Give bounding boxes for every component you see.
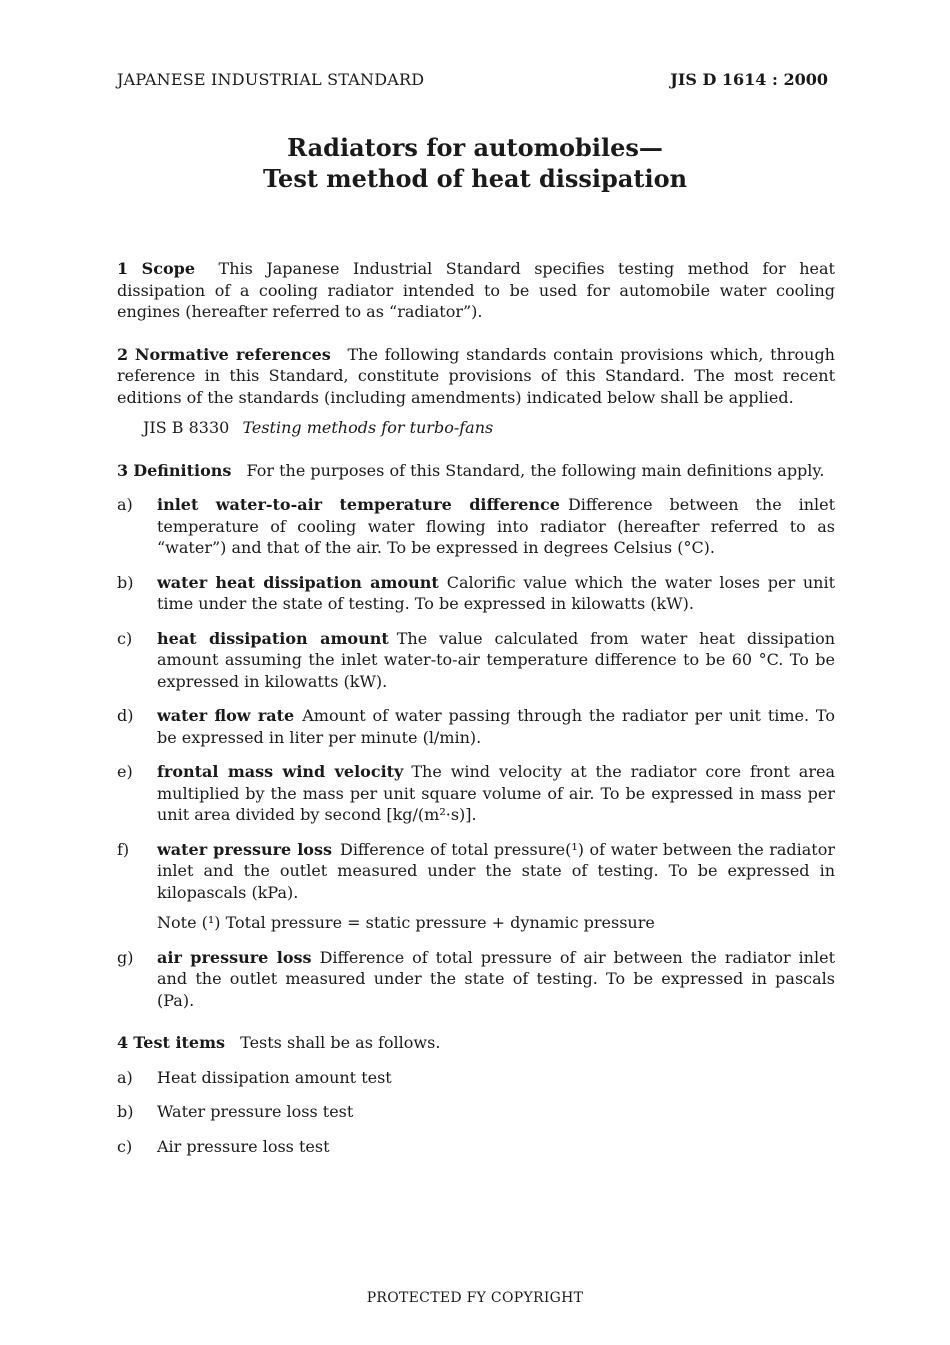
section-normative-references xyxy=(117,344,835,439)
item-letter: b) xyxy=(117,1102,134,1121)
definition-text: Amount of water passing through the radiator per unit time. To be expressed in liter per minute (l/min). xyxy=(157,706,835,747)
item-letter: a) xyxy=(117,1067,133,1087)
section-text: This Japanese Industrial Standard specifies testing method for heat dissipation of a cooling radiator intended to be used for automobile water cooling engines (hereafter referred to as “radiator”). xyxy=(117,259,835,321)
section-text: The following standards contain provisions which, through reference in this Standard, constitute provisions of this Standard. The most recent editions of the standards (including amendments) indicated below shall be applied. xyxy=(117,344,835,407)
document-title xyxy=(0,132,950,194)
definition-item xyxy=(117,628,835,693)
section-title: Scope xyxy=(141,259,195,278)
section-text: For the purposes of this Standard, the following main definitions apply. xyxy=(246,460,825,480)
definition-text: The wind velocity at the radiator core front area multiplied by the mass per unit square volume of air. To be expressed in mass per unit area divided by second [kg/(m²·s)]. xyxy=(157,762,835,824)
section-number: 3 xyxy=(117,460,129,480)
definition-text: Difference of total pressure(¹) of water between the radiator inlet and the outlet measured under the state of testing. To be expressed in kilopascals (kPa). xyxy=(157,839,835,902)
definition-term: heat dissipation amount xyxy=(157,628,389,648)
section-title: Definitions xyxy=(133,460,232,480)
title-line-2: Test method of heat dissipation xyxy=(262,164,688,193)
test-item xyxy=(117,1101,835,1123)
test-item xyxy=(117,1136,835,1158)
item-letter: c) xyxy=(117,1136,133,1156)
section-number: 2 xyxy=(117,344,129,364)
copyright-footer: PROTECTED FY COPYRIGHT xyxy=(366,1290,584,1306)
title-line-1: Radiators for automobiles— xyxy=(287,133,663,162)
section-text: Tests shall be as follows. xyxy=(240,1033,441,1052)
item-letter: d) xyxy=(117,706,134,725)
section-title: Test items xyxy=(133,1033,226,1052)
section-test-items xyxy=(117,1032,835,1157)
definition-term: water flow rate xyxy=(157,706,295,725)
item-letter: e) xyxy=(117,762,133,781)
definition-text: The value calculated from water heat dissipation amount assuming the inlet water-to-air temperature difference to be 60 °C. To be expressed in kilowatts (kW). xyxy=(157,628,836,691)
section-definitions xyxy=(117,460,835,1012)
reference-title: Testing methods for turbo-fans xyxy=(242,418,494,437)
header-standard-number: JIS D 1614 : 2000 xyxy=(670,70,828,89)
section-scope xyxy=(117,258,835,323)
item-letter: f) xyxy=(117,839,130,859)
definition-text: Difference between the inlet temperature of cooling water flowing into radiator (hereafter referred to as “water”) and that of the air. To be expressed in degrees Celsius (°C). xyxy=(157,495,836,557)
definition-item xyxy=(117,839,835,904)
definition-term: air pressure loss xyxy=(157,947,312,967)
section-title: Normative references xyxy=(134,344,331,364)
header-standard-name: JAPANESE INDUSTRIAL STANDARD xyxy=(117,70,425,89)
definition-item xyxy=(117,761,835,826)
reference-code: JIS B 8330 xyxy=(143,418,230,437)
item-letter: c) xyxy=(117,628,133,648)
item-letter: g) xyxy=(117,947,134,967)
test-item-text: Water pressure loss test xyxy=(157,1102,354,1121)
definition-item xyxy=(117,947,835,1012)
definition-text: Calorific value which the water loses per unit time under the state of testing. To be expressed in kilowatts (kW). xyxy=(157,572,836,613)
test-item-text: Air pressure loss test xyxy=(157,1136,330,1156)
item-letter: a) xyxy=(117,495,133,514)
definition-term: water pressure loss xyxy=(157,839,332,859)
footnote: Note (¹) Total pressure = static pressure + dynamic pressure xyxy=(157,913,655,932)
definition-term: frontal mass wind velocity xyxy=(157,762,404,781)
definition-term: inlet water-to-air temperature difference xyxy=(157,495,560,514)
document-body xyxy=(117,258,835,1157)
section-number: 1 xyxy=(117,259,129,278)
item-letter: b) xyxy=(117,572,134,592)
definition-text: Difference of total pressure of air between the radiator inlet and the outlet measured under the state of testing. To be expressed in pascals (Pa). xyxy=(157,947,835,1010)
test-item xyxy=(117,1067,835,1089)
test-item-text: Heat dissipation amount test xyxy=(157,1067,392,1087)
definition-item xyxy=(117,494,835,559)
section-number: 4 xyxy=(117,1033,129,1052)
reference-entry xyxy=(143,417,835,439)
definition-item xyxy=(117,705,835,748)
definition-item xyxy=(117,572,835,615)
definition-term: water heat dissipation amount xyxy=(157,572,439,592)
